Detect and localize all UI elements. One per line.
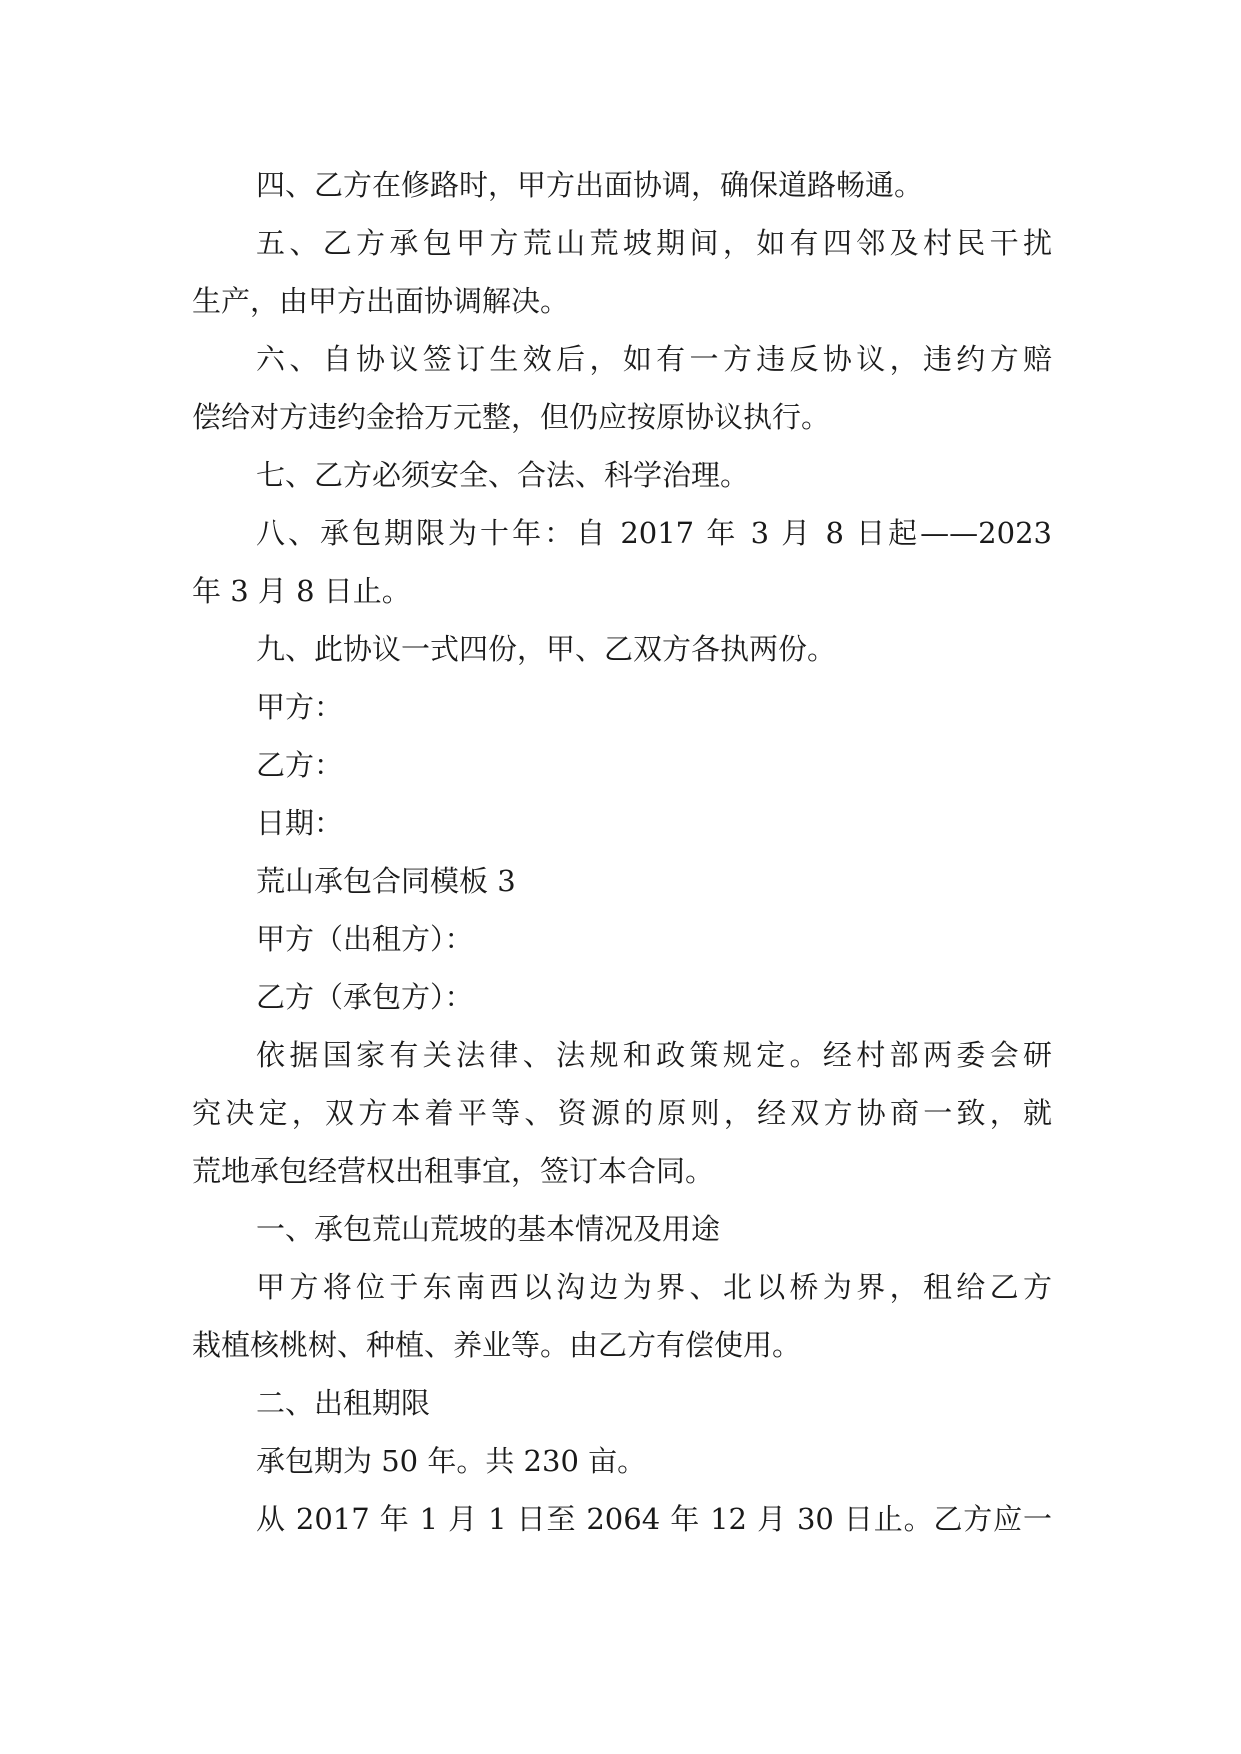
clause-8-line-2: 年 3 月 8 日止。	[192, 574, 411, 608]
preamble-line-3: 荒地承包经营权出租事宜，签订本合同。	[192, 1154, 715, 1188]
clause-9: 九、此协议一式四份，甲、乙双方各执两份。	[256, 632, 837, 666]
clause-7: 七、乙方必须安全、合法、科学治理。	[256, 458, 750, 492]
preamble-line-2: 究决定，双方本着平等、资源的原则，经双方协商一致，就	[192, 1096, 1052, 1130]
clause-5-line-1: 五、乙方承包甲方荒山荒坡期间，如有四邻及村民干扰	[256, 226, 1052, 260]
term-length: 承包期为 50 年。共 230 亩。	[256, 1444, 647, 1478]
term-dates: 从 2017 年 1 月 1 日至 2064 年 12 月 30 日止。乙方应一	[256, 1502, 1052, 1536]
clause-4: 四、乙方在修路时，甲方出面协调，确保道路畅通。	[256, 168, 924, 202]
section-1-heading: 一、承包荒山荒坡的基本情况及用途	[256, 1212, 721, 1246]
section-1-line-2: 栽植核桃树、种植、养业等。由乙方有偿使用。	[192, 1328, 802, 1362]
party-a-signature-label: 甲方：	[256, 690, 344, 724]
clause-6-line-2: 偿给对方违约金拾万元整，但仍应按原协议执行。	[192, 400, 831, 434]
party-b-contractor-label: 乙方（承包方）：	[256, 980, 474, 1014]
clause-6-line-1: 六、自协议签订生效后，如有一方违反协议，违约方赔	[256, 342, 1052, 376]
party-b-signature-label: 乙方：	[256, 748, 344, 782]
preamble-line-1: 依据国家有关法律、法规和政策规定。经村部两委会研	[256, 1038, 1052, 1072]
date-label: 日期：	[256, 806, 344, 840]
clause-5-line-2: 生产，由甲方出面协调解决。	[192, 284, 570, 318]
section-2-heading: 二、出租期限	[256, 1386, 431, 1420]
section-1-line-1: 甲方将位于东南西以沟边为界、北以桥为界，租给乙方	[256, 1270, 1052, 1304]
clause-8-line-1: 八、承包期限为十年：自 2017 年 3 月 8 日起——2023	[256, 516, 1052, 550]
party-a-lessor-label: 甲方（出租方）：	[256, 922, 474, 956]
template-title: 荒山承包合同模板 3	[256, 864, 516, 898]
